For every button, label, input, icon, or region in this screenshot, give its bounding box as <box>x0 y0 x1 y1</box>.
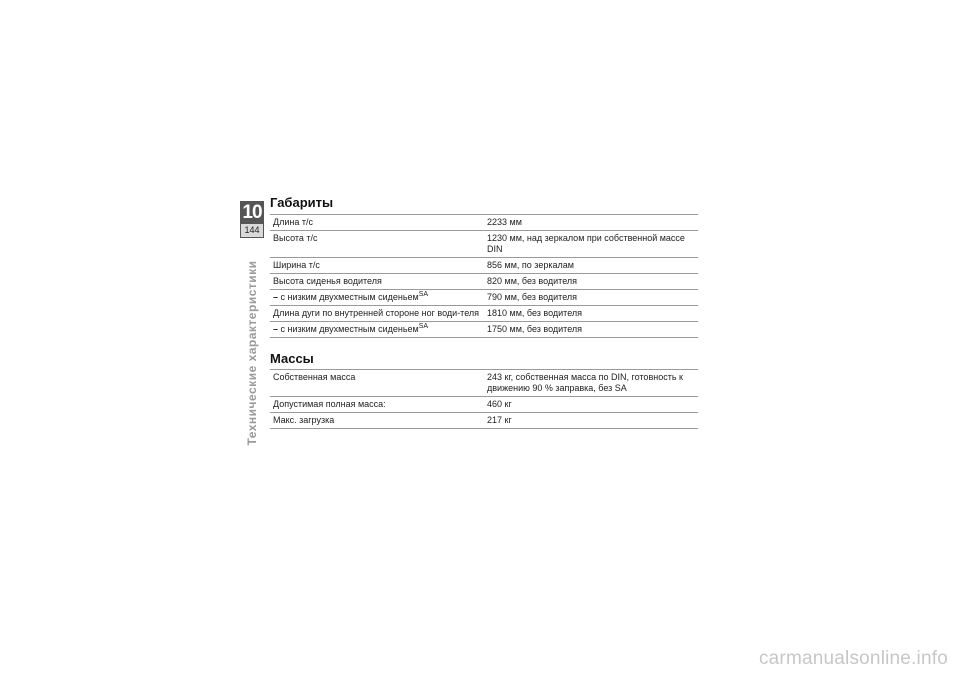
row-value: 1750 мм, без водителя <box>484 322 698 338</box>
table-row <box>270 290 698 306</box>
dash-marker: – <box>273 292 279 302</box>
row-label: Длина т/с <box>270 215 484 231</box>
row-label-text: с низким двухместным сиденьем <box>278 292 419 302</box>
side-chapter-title-text: Технические характеристики <box>245 260 259 446</box>
chapter-marker <box>240 201 264 238</box>
row-label: Макс. загрузка <box>270 413 484 429</box>
row-value: 2233 мм <box>484 215 698 231</box>
row-value: 790 мм, без водителя <box>484 290 698 306</box>
row-label: Собственная масса <box>270 370 484 397</box>
table-row <box>270 370 698 397</box>
row-value: 1230 мм, над зеркалом при собственной массе DIN <box>484 231 698 258</box>
row-label <box>270 322 484 338</box>
row-label-text: с низким двухместным сиденьем <box>278 324 419 334</box>
row-label: Длина дуги по внутренней стороне ног води-теля <box>270 306 484 322</box>
table-row <box>270 397 698 413</box>
dimensions-table <box>270 214 698 338</box>
option-marker: SA <box>418 291 429 298</box>
row-value: 217 кг <box>484 413 698 429</box>
page-number: 144 <box>241 224 263 237</box>
row-value: 856 мм, по зеркалам <box>484 258 698 274</box>
option-marker: SA <box>418 323 429 330</box>
row-label <box>270 290 484 306</box>
dimensions-title: Габариты <box>270 195 334 210</box>
weights-table <box>270 369 698 429</box>
row-label: Ширина т/с <box>270 258 484 274</box>
table-row <box>270 306 698 322</box>
row-label: Высота сиденья водителя <box>270 274 484 290</box>
watermark: carmanualsonline.info <box>758 648 948 669</box>
row-value: 460 кг <box>484 397 698 413</box>
table-row <box>270 231 698 258</box>
table-row <box>270 413 698 429</box>
dash-marker: – <box>273 324 279 334</box>
row-value: 1810 мм, без водителя <box>484 306 698 322</box>
row-label: Высота т/с <box>270 231 484 258</box>
weights-title: Массы <box>270 351 314 366</box>
table-row <box>270 258 698 274</box>
row-label: Допустимая полная масса: <box>270 397 484 413</box>
row-value: 820 мм, без водителя <box>484 274 698 290</box>
row-value: 243 кг, собственная масса по DIN, готовность к движению 90 % заправка, без SA <box>484 370 698 397</box>
table-row <box>270 274 698 290</box>
table-row <box>270 215 698 231</box>
table-row <box>270 322 698 338</box>
chapter-number: 10 <box>242 202 262 223</box>
